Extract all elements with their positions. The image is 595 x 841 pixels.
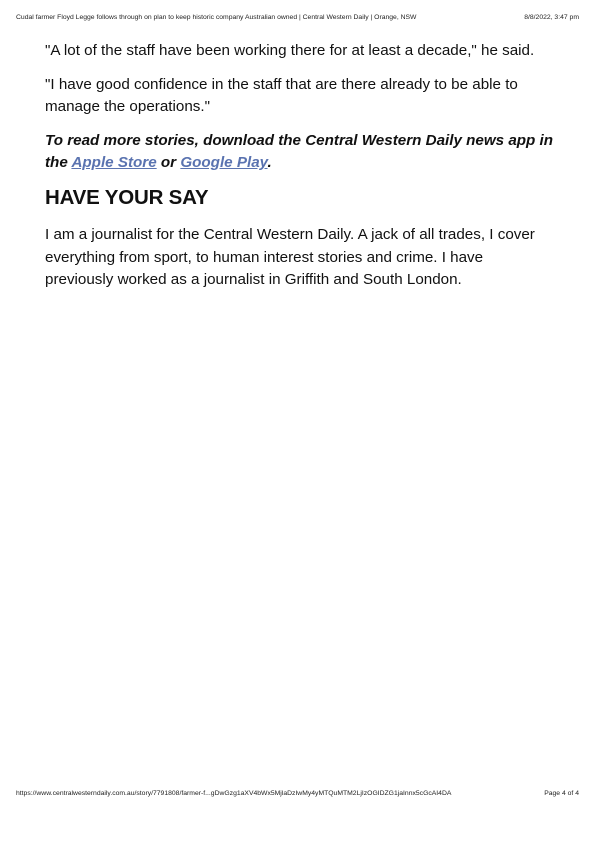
app-promo: [45, 130, 555, 174]
google-play-link[interactable]: Google Play: [180, 154, 268, 171]
page-number: Page 4 of 4: [544, 790, 579, 797]
print-datetime: 8/8/2022, 3:47 pm: [524, 14, 579, 21]
print-header: [16, 14, 579, 21]
author-bio: I am a journalist for the Central Western Daily. A jack of all trades, I cover everything from sport, to human interest stories and crime. I have previously worked as a journalist in Griffith and South London.: [45, 226, 535, 288]
article-body: [45, 40, 555, 292]
apple-store-link[interactable]: Apple Store: [71, 154, 157, 171]
promo-text: To read more stories, download the Central Western Daily news app in the: [45, 132, 554, 171]
have-your-say-heading: HAVE YOUR SAY: [45, 186, 209, 209]
quote-paragraph: "A lot of the staff have been working there for at least a decade," he said.: [45, 42, 535, 59]
print-url: https://www.centralwesterndaily.com.au/story/7791808/farmer-f...gDwGzg1aXV4bWx5MjlaDzIwMy4yMTQuMTM2LjIzOGIDZG1jaInnx5cGcAI4DA: [16, 790, 452, 797]
print-page-title: Cudal farmer Floyd Legge follows through on plan to keep historic company Australian owned | Central Western Daily | Orange, NSW: [16, 14, 417, 21]
promo-text-or: or: [156, 154, 181, 171]
quote-paragraph: "I have good confidence in the staff that are there already to be able to manage the operations.": [45, 76, 518, 115]
promo-text-end: .: [267, 154, 272, 171]
print-footer: [16, 790, 579, 797]
